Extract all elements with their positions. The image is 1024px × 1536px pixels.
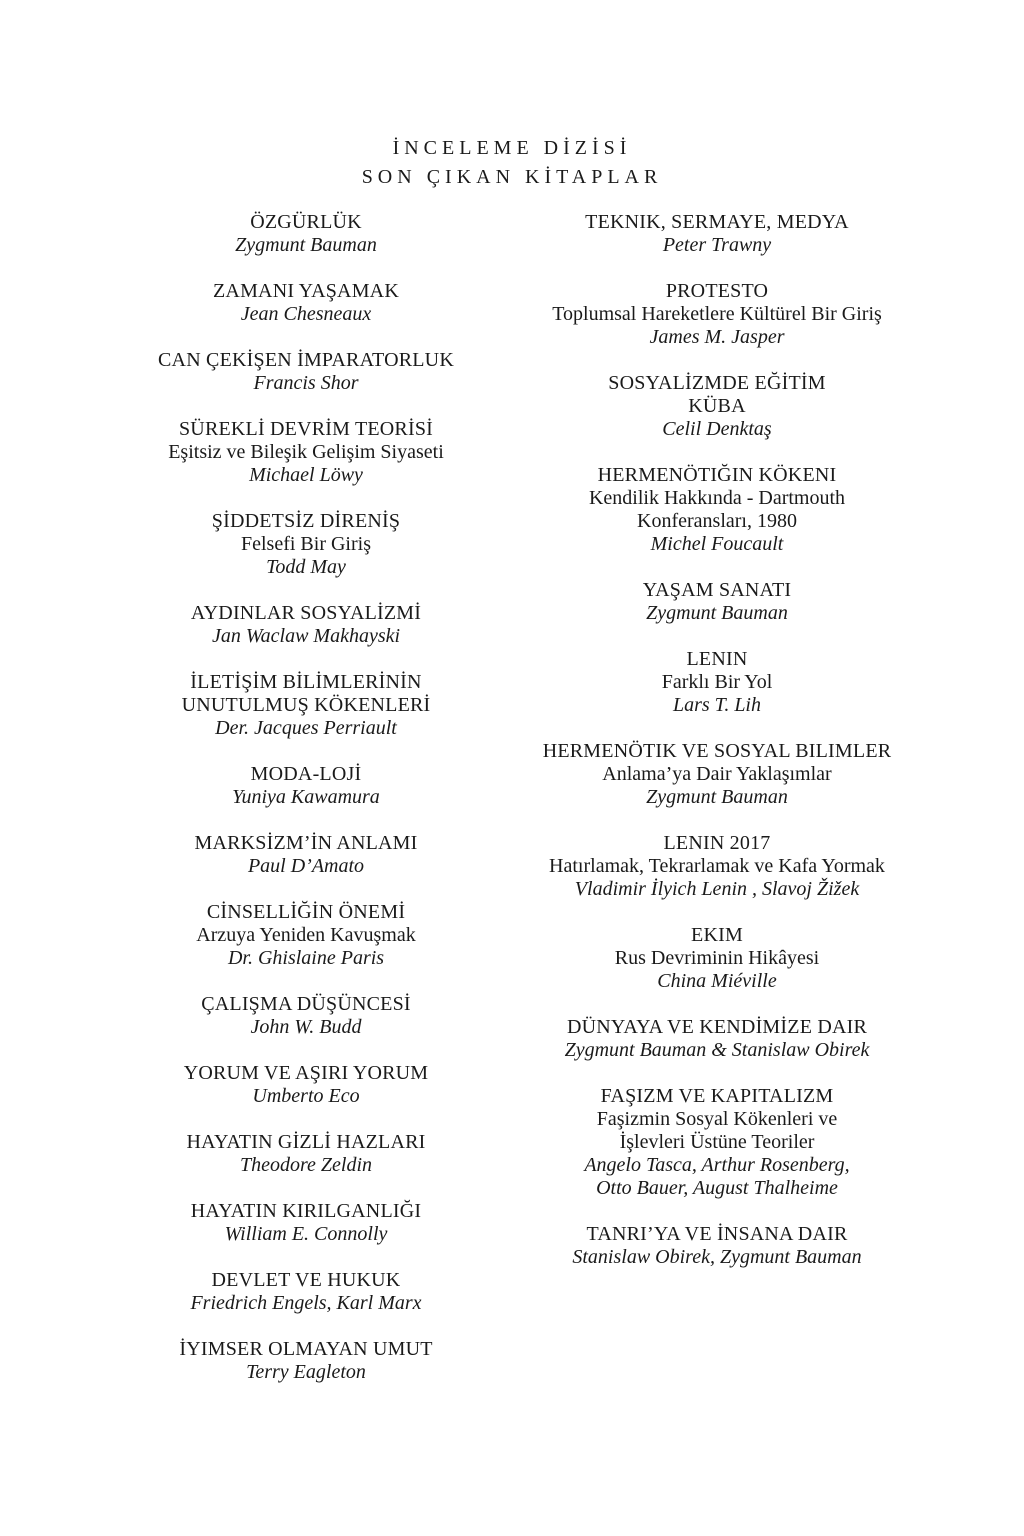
book-subtitle: Faşizmin Sosyal Kökenleri ve (596, 1108, 838, 1130)
book-author: China Miéville (657, 970, 777, 992)
book-author: Der. Jacques Perriault (215, 717, 397, 739)
book-entry (106, 602, 506, 648)
book-title: SÜREKLİ DEVRİM TEORİSİ (178, 418, 434, 440)
book-author: Vladimir İlyich Lenin , Slavoj Žižek (574, 878, 860, 900)
book-author: Zygmunt Bauman (646, 786, 788, 808)
book-entry (517, 372, 917, 441)
book-title: MODA-LOJİ (250, 763, 362, 785)
book-author: Friedrich Engels, Karl Marx (190, 1292, 422, 1314)
book-entry (517, 1085, 917, 1200)
book-author: John W. Budd (250, 1016, 362, 1038)
book-author: Todd May (266, 556, 346, 578)
book-entry (106, 763, 506, 809)
book-title: İYIMSER OLMAYAN UMUT (179, 1338, 433, 1360)
book-subtitle: Farklı Bir Yol (661, 671, 773, 693)
book-entry (106, 510, 506, 579)
book-author: Otto Bauer, August Thalheime (596, 1177, 838, 1199)
book-title: TANRI’YA VE İNSANA DAIR (586, 1223, 848, 1245)
book-entry (106, 211, 506, 257)
book-entry (517, 579, 917, 625)
book-title: KÜBA (688, 395, 746, 417)
book-entry (106, 993, 506, 1039)
book-subtitle: İşlevleri Üstüne Teoriler (619, 1131, 815, 1153)
book-subtitle: Anlama’ya Dair Yaklaşımlar (602, 763, 832, 785)
book-title: YAŞAM SANATI (642, 579, 792, 601)
book-author: Theodore Zeldin (239, 1154, 373, 1176)
book-title: ZAMANI YAŞAMAK (213, 280, 399, 302)
book-entry (106, 280, 506, 326)
book-author: Jean Chesneaux (240, 303, 372, 325)
book-entry (106, 1131, 506, 1177)
book-title: ÇALIŞMA DÜŞÜNCESİ (201, 993, 411, 1015)
book-author: Michel Foucault (650, 533, 784, 555)
book-entry (106, 349, 506, 395)
book-author: Stanislaw Obirek, Zygmunt Bauman (572, 1246, 862, 1268)
book-title: TEKNIK, SERMAYE, MEDYA (585, 211, 849, 233)
book-entry (517, 740, 917, 809)
book-author: Dr. Ghislaine Paris (227, 947, 385, 969)
book-subtitle: Hatırlamak, Tekrarlamak ve Kafa Yormak (549, 855, 885, 877)
book-author: Yuniya Kawamura (232, 786, 380, 808)
book-subtitle: Toplumsal Hareketlere Kültürel Bir Giriş (552, 303, 882, 325)
book-subtitle: Konferansları, 1980 (637, 510, 797, 532)
book-author: Zygmunt Bauman & Stanislaw Obirek (564, 1039, 870, 1061)
book-entry (106, 1269, 506, 1315)
book-entry (517, 924, 917, 993)
book-author: Zygmunt Bauman (235, 234, 377, 256)
book-subtitle: Kendilik Hakkında - Dartmouth (588, 487, 846, 509)
book-author: Angelo Tasca, Arthur Rosenberg, (584, 1154, 850, 1176)
book-title: EKIM (691, 924, 743, 946)
book-subtitle: Eşitsiz ve Bileşik Gelişim Siyaseti (168, 441, 444, 463)
book-author: Celil Denktaş (662, 418, 772, 440)
book-title: HERMENÖTIK VE SOSYAL BILIMLER (542, 740, 892, 762)
book-title: FAŞIZM VE KAPITALIZM (600, 1085, 834, 1107)
book-subtitle: Felsefi Bir Giriş (241, 533, 371, 555)
left-book-column (106, 211, 506, 1407)
book-entry (517, 1016, 917, 1062)
book-title: HAYATIN KIRILGANLIĞI (190, 1200, 422, 1222)
book-author: Peter Trawny (662, 234, 772, 256)
book-subtitle: Arzuya Yeniden Kavuşmak (196, 924, 416, 946)
book-title: UNUTULMUŞ KÖKENLERİ (181, 694, 431, 716)
book-title: MARKSİZM’İN ANLAMI (194, 832, 418, 854)
book-title: YORUM VE AŞIRI YORUM (183, 1062, 429, 1084)
book-author: Lars T. Lih (672, 694, 761, 716)
book-title: HERMENÖTIĞIN KÖKENI (597, 464, 837, 486)
book-author: William E. Connolly (224, 1223, 388, 1245)
right-book-column (517, 211, 917, 1292)
book-entry (517, 280, 917, 349)
book-title: AYDINLAR SOSYALİZMİ (190, 602, 422, 624)
book-title: DÜNYAYA VE KENDİMİZE DAIR (567, 1016, 867, 1038)
book-title: LENIN 2017 (663, 832, 771, 854)
book-author: Umberto Eco (252, 1085, 360, 1107)
book-author: Michael Löwy (249, 464, 363, 486)
book-entry (517, 832, 917, 901)
book-title: DEVLET VE HUKUK (211, 1269, 401, 1291)
book-author: Terry Eagleton (246, 1361, 366, 1383)
book-author: James M. Jasper (649, 326, 785, 348)
book-entry (106, 1062, 506, 1108)
book-entry (517, 464, 917, 556)
book-author: Jan Waclaw Makhayski (211, 625, 401, 647)
book-title: SOSYALİZMDE EĞİTİM (608, 372, 826, 394)
book-entry (106, 832, 506, 878)
book-entry (517, 648, 917, 717)
book-title: CAN ÇEKİŞEN İMPARATORLUK (158, 349, 454, 371)
book-author: Zygmunt Bauman (646, 602, 788, 624)
book-subtitle: Rus Devriminin Hikâyesi (614, 947, 820, 969)
book-entry (106, 418, 506, 487)
book-author: Paul D’Amato (247, 855, 365, 877)
series-subtitle: SON ÇIKAN KİTAPLAR (361, 166, 663, 188)
book-title: ŞİDDETSİZ DİRENİŞ (211, 510, 401, 532)
page-header (0, 134, 1024, 192)
series-name: İNCELEME DİZİSİ (392, 137, 632, 159)
book-author: Francis Shor (253, 372, 359, 394)
book-entry (106, 1200, 506, 1246)
book-entry (106, 901, 506, 970)
book-title: ÖZGÜRLÜK (250, 211, 362, 233)
book-title: İLETİŞİM BİLİMLERİNİN (190, 671, 422, 693)
book-title: CİNSELLİĞİN ÖNEMİ (206, 901, 406, 923)
book-entry (106, 1338, 506, 1384)
book-title: LENIN (686, 648, 748, 670)
book-entry (517, 1223, 917, 1269)
book-entry (517, 211, 917, 257)
book-entry (106, 671, 506, 740)
book-title: PROTESTO (665, 280, 769, 302)
book-title: HAYATIN GİZLİ HAZLARI (186, 1131, 426, 1153)
